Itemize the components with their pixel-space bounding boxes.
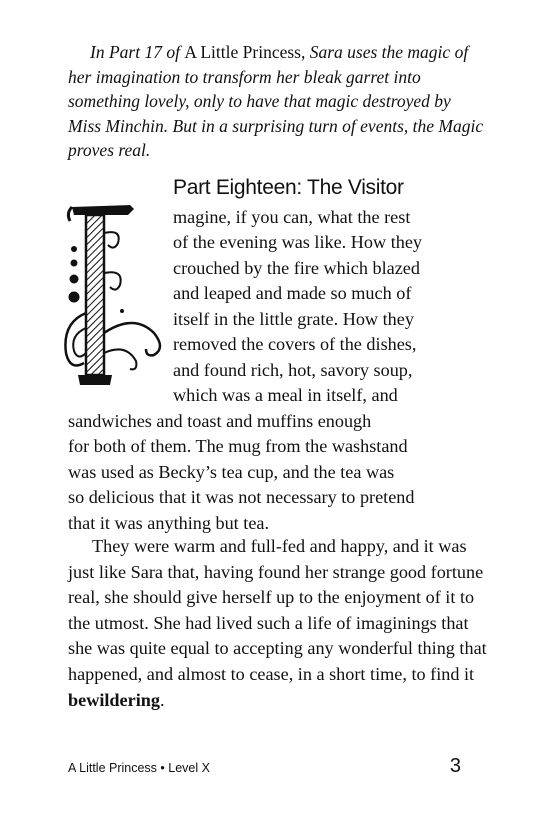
body-line-11: was used as Becky’s tea cup, and the tea was — [68, 462, 395, 482]
body-line-3: crouched by the fire which blazed — [173, 258, 420, 278]
paragraph-2-text: They were warm and full-fed and happy, and it was just like Sara that, having found her strange good fortune real, she should give herself up to the enjoyment of it to the utmost. She had lived such a life of imaginings that she was quite equal to accepting any wonderful thing that happened, and almost to cease, in a short time, to find it — [68, 536, 487, 684]
body-line-4: and leaped and made so much of — [173, 283, 412, 303]
chapter-heading: Part Eighteen: The Visitor — [173, 176, 404, 199]
intro-book-title: A Little Princess, — [184, 42, 306, 62]
intro-summary — [68, 40, 488, 163]
body-line-1: magine, if you can, what the rest — [173, 207, 411, 227]
footer-book-level: A Little Princess • Level X — [68, 761, 210, 775]
body-line-7: and found rich, hot, savory soup, — [173, 360, 413, 380]
body-line-12: so delicious that it was not necessary to pretend — [68, 487, 415, 507]
paragraph-2-bold-word: bewildering — [68, 689, 160, 710]
paragraph-2 — [68, 534, 488, 713]
body-line-5: itself in the little grate. How they — [173, 309, 414, 329]
body-line-13: that it was anything but tea. — [68, 513, 270, 533]
paragraph-2-end: . — [159, 689, 165, 710]
body-line-2: of the evening was like. How they — [173, 232, 423, 252]
decorative-dropcap-i — [64, 203, 168, 388]
body-line-8: which was a meal in itself, and — [173, 385, 398, 405]
intro-rest: Sara uses the magic of her imagination to transform her bleak garret into something lovely, only to have that magic destroyed by Miss Minchin. But in a surprising turn of events, the Magic proves real. — [68, 42, 484, 161]
body-line-6: removed the covers of the dishes, — [173, 334, 417, 354]
body-line-9: sandwiches and toast and muffins enough — [68, 411, 372, 431]
body-line-10: for both of them. The mug from the washstand — [68, 436, 408, 456]
page-number: 3 — [449, 755, 461, 777]
intro-prefix: In Part 17 of — [90, 42, 185, 62]
